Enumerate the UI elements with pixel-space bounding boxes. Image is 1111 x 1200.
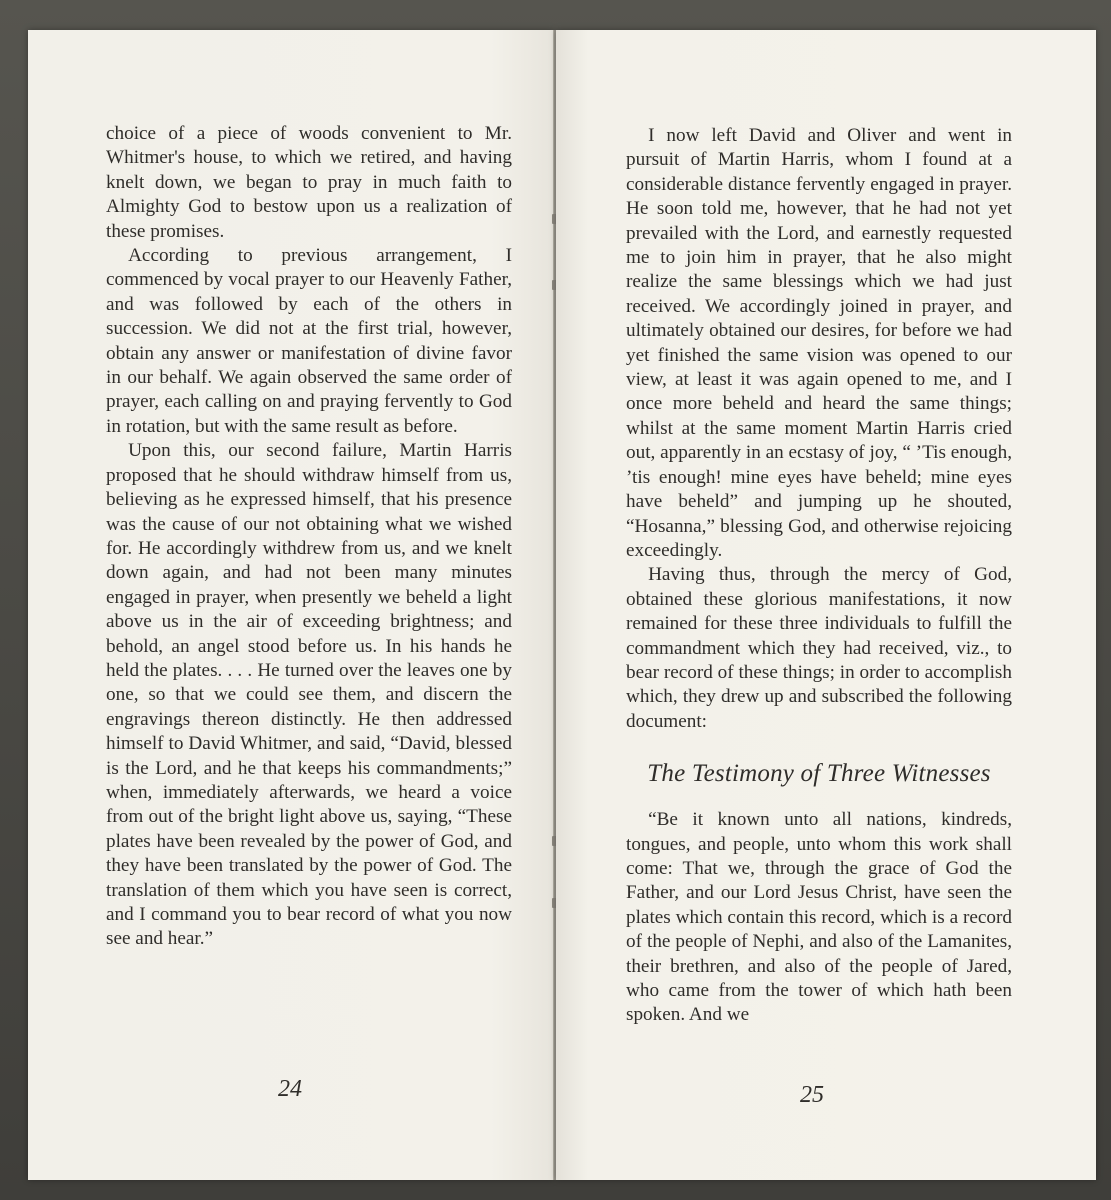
right-page-text — [626, 124, 1012, 1028]
left-paragraph-2: According to previous arrangement, I commenced by vocal prayer to our Heavenly Father, and was followed by each of the others in succession. We did not at the first trial, however, obtain any answer or manifestation of divine favor in our behalf. We again observed the same order of prayer, each calling on and praying fervently to God in rotation, but with the same result as before. — [106, 245, 512, 437]
right-paragraph-2: Having thus, through the mercy of God, obtained these glorious manifestations, it now remained for these three individuals to fulfill the commandment which they had received, viz., to bear record of these things; in order to accomplish which, they drew up and subscribed the following document: — [626, 564, 1012, 732]
left-page — [28, 30, 554, 1180]
right-page — [556, 30, 1096, 1180]
section-title: The Testimony of Three Witnesses — [647, 760, 991, 788]
left-paragraph-3: Upon this, our second failure, Martin Harris proposed that he should withdraw himself from us, believing as he expressed himself, that his presence was the cause of our not obtaining what we wished for. He accordingly withdrew from us, and we knelt down again, and had not been many minutes engaged in prayer, when presently we beheld a light above us in the air of exceeding brightness; and behold, an angel stood before us. In his hands he held the plates. . . . He turned over the leaves one by one, so that we could see them, and discern the engravings thereon distinctly. He then addressed himself to David Whitmer, and said, “David, blessed is the Lord, and he that keeps his commandments;” when, immediately afterwards, we heard a voice from out of the bright light above us, saying, “These plates have been revealed by the power of God, and they have been translated by the power of God. The translation of them which you have seen is correct, and I command you to bear record of what you now see and hear.” — [106, 440, 512, 950]
testimony-paragraph: “Be it known unto all nations, kindreds, tongues, and people, unto whom this work shall come: That we, through the grace of God the Father, and our Lord Jesus Christ, have seen the plates which contain this record, which is a record of the people of Nephi, and also of the Lamanites, their brethren, and also of the people of Jared, who came from the tower of which hath been spoken. And we — [626, 809, 1012, 1026]
page-number-left: 24 — [278, 1076, 302, 1102]
right-paragraph-1: I now left David and Oliver and went in pursuit of Martin Harris, whom I found at a considerable distance fervently engaged in prayer. He soon told me, however, that he had not yet prevailed with the Lord, and earnestly requested me to join him in prayer, that he also might realize the same blessings which we had just received. We accordingly joined in prayer, and ultimately obtained our desires, for before we had yet finished the same vision was opened to our view, at least it was again opened to me, and I once more beheld and heard the same things; whilst at the same moment Martin Harris cried out, apparently in an ecstasy of joy, “ ’Tis enough, ’tis enough! mine eyes have beheld; mine eyes have beheld” and jumping up he shouted, “Hosanna,” blessing God, and otherwise rejoicing exceedingly. — [626, 125, 1012, 561]
left-paragraph-1: choice of a piece of woods convenient to Mr. Whitmer's house, to which we retired, and having knelt down, we began to pray in much faith to Almighty God to bestow upon us a realization of these promises. — [106, 123, 512, 242]
left-page-text — [106, 122, 512, 952]
page-number-right: 25 — [800, 1082, 824, 1108]
